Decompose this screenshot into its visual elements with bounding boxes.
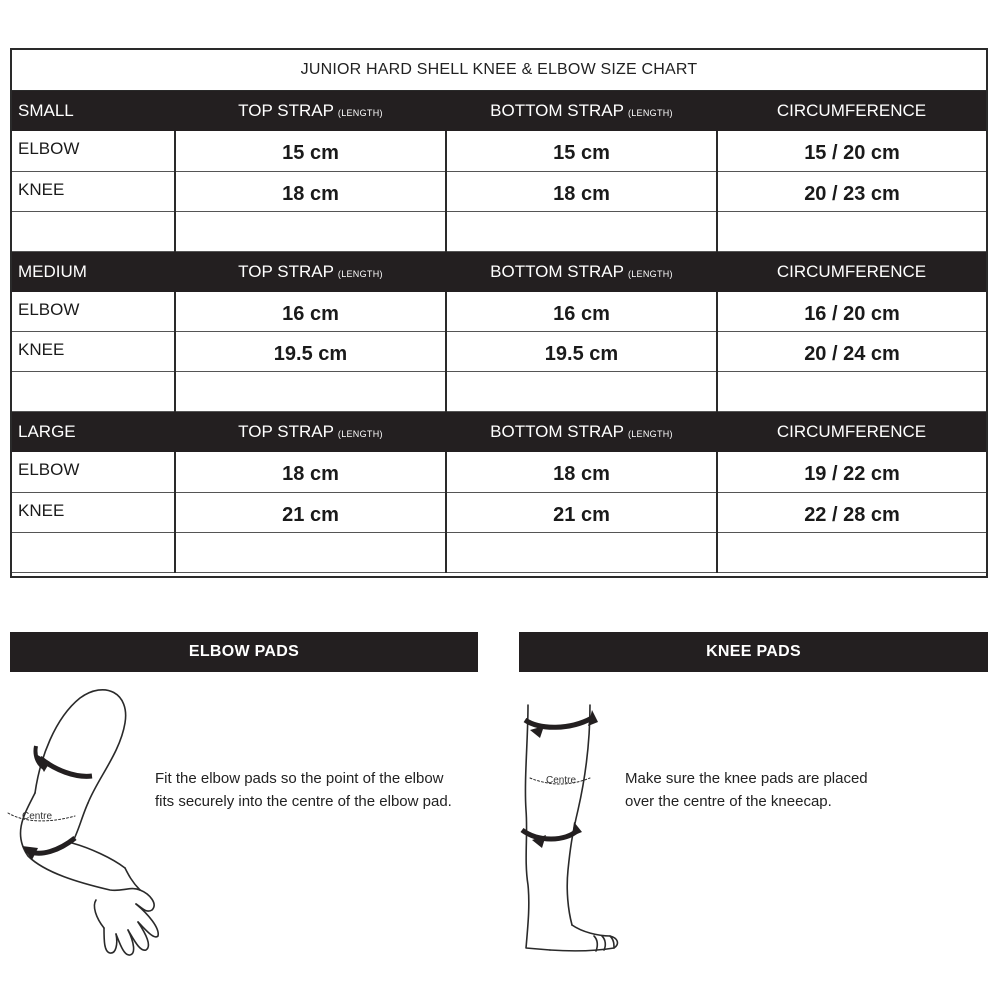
length-note: (LENGTH)	[627, 268, 673, 279]
column-header-bottom-strap: BOTTOM STRAP (LENGTH)	[446, 412, 717, 453]
column-header-top-strap: TOP STRAP (LENGTH)	[175, 412, 446, 453]
leg-illustration-icon	[510, 700, 630, 960]
empty-cell	[12, 532, 175, 572]
empty-cell	[446, 211, 717, 251]
length-note: (LENGTH)	[337, 268, 383, 279]
top-strap-value: 19.5 cm	[175, 332, 446, 372]
circumference-value: 20 / 24 cm	[717, 332, 986, 372]
top-strap-value: 18 cm	[175, 171, 446, 211]
knee-centre-label: Centre	[546, 775, 577, 786]
circumference-value: 20 / 23 cm	[717, 171, 986, 211]
column-header-top-strap: TOP STRAP (LENGTH)	[175, 251, 446, 292]
body-part-label: ELBOW	[12, 452, 175, 492]
elbow-centre-label: Centre	[22, 811, 53, 822]
column-header-top-strap: TOP STRAP (LENGTH)	[175, 91, 446, 131]
top-strap-value: 18 cm	[175, 452, 446, 492]
table-row	[12, 292, 986, 332]
body-part-label: ELBOW	[12, 292, 175, 332]
empty-cell	[446, 532, 717, 572]
curved-arrow-icon	[525, 710, 598, 738]
size-table	[12, 91, 986, 573]
empty-cell	[12, 372, 175, 412]
empty-cell	[717, 211, 986, 251]
length-note: (LENGTH)	[337, 429, 383, 439]
circumference-value: 16 / 20 cm	[717, 292, 986, 332]
bottom-strap-value: 21 cm	[446, 492, 717, 532]
empty-cell	[446, 372, 717, 412]
circumference-value: 15 / 20 cm	[717, 131, 986, 171]
body-part-label: ELBOW	[12, 131, 175, 171]
length-note: (LENGTH)	[337, 108, 383, 118]
top-strap-value: 15 cm	[175, 131, 446, 171]
column-header-circumference: CIRCUMFERENCE	[717, 91, 986, 131]
bottom-strap-value: 19.5 cm	[446, 332, 717, 372]
top-strap-value: 21 cm	[175, 492, 446, 532]
elbow-instruction: Fit the elbow pads so the point of the elbow fits securely into the centre of the elbow pad.	[155, 770, 452, 810]
size-header-row	[12, 91, 986, 131]
column-header-circumference: CIRCUMFERENCE	[717, 251, 986, 292]
empty-cell	[717, 532, 986, 572]
table-row	[12, 171, 986, 211]
chart-title: JUNIOR HARD SHELL KNEE & ELBOW SIZE CHART	[12, 50, 986, 91]
column-header-bottom-strap: BOTTOM STRAP (LENGTH)	[446, 251, 717, 292]
size-name: SMALL	[12, 91, 175, 131]
bottom-strap-value: 16 cm	[446, 292, 717, 332]
top-strap-value: 16 cm	[175, 292, 446, 332]
size-header-row	[12, 412, 986, 453]
bottom-strap-value: 18 cm	[446, 452, 717, 492]
column-header-circumference: CIRCUMFERENCE	[717, 412, 986, 453]
table-row	[12, 131, 986, 171]
size-name: MEDIUM	[12, 251, 175, 292]
empty-row	[12, 372, 986, 412]
length-note: (LENGTH)	[627, 429, 673, 439]
length-note: (LENGTH)	[627, 108, 673, 118]
empty-row	[12, 211, 986, 251]
empty-cell	[175, 532, 446, 572]
size-chart	[10, 48, 988, 578]
circumference-value: 19 / 22 cm	[717, 452, 986, 492]
empty-cell	[717, 372, 986, 412]
knee-pads-heading: KNEE PADS	[519, 632, 988, 672]
knee-instruction: Make sure the knee pads are placed over the centre of the kneecap.	[625, 770, 868, 810]
curved-arrow-icon	[34, 746, 92, 776]
size-name: LARGE	[12, 412, 175, 453]
table-row	[12, 452, 986, 492]
size-header-row	[12, 251, 986, 292]
elbow-pads-heading: ELBOW PADS	[10, 632, 478, 672]
bottom-strap-value: 15 cm	[446, 131, 717, 171]
circumference-value: 22 / 28 cm	[717, 492, 986, 532]
curved-arrow-icon	[522, 822, 582, 848]
curved-arrow-icon	[22, 838, 75, 860]
empty-cell	[175, 211, 446, 251]
body-part-label: KNEE	[12, 171, 175, 211]
bottom-strap-value: 18 cm	[446, 171, 717, 211]
empty-cell	[175, 372, 446, 412]
table-row	[12, 332, 986, 372]
table-row	[12, 492, 986, 532]
arm-illustration-icon	[0, 678, 170, 963]
body-part-label: KNEE	[12, 332, 175, 372]
empty-row	[12, 532, 986, 572]
body-part-label: KNEE	[12, 492, 175, 532]
empty-cell	[12, 211, 175, 251]
column-header-bottom-strap: BOTTOM STRAP (LENGTH)	[446, 91, 717, 131]
